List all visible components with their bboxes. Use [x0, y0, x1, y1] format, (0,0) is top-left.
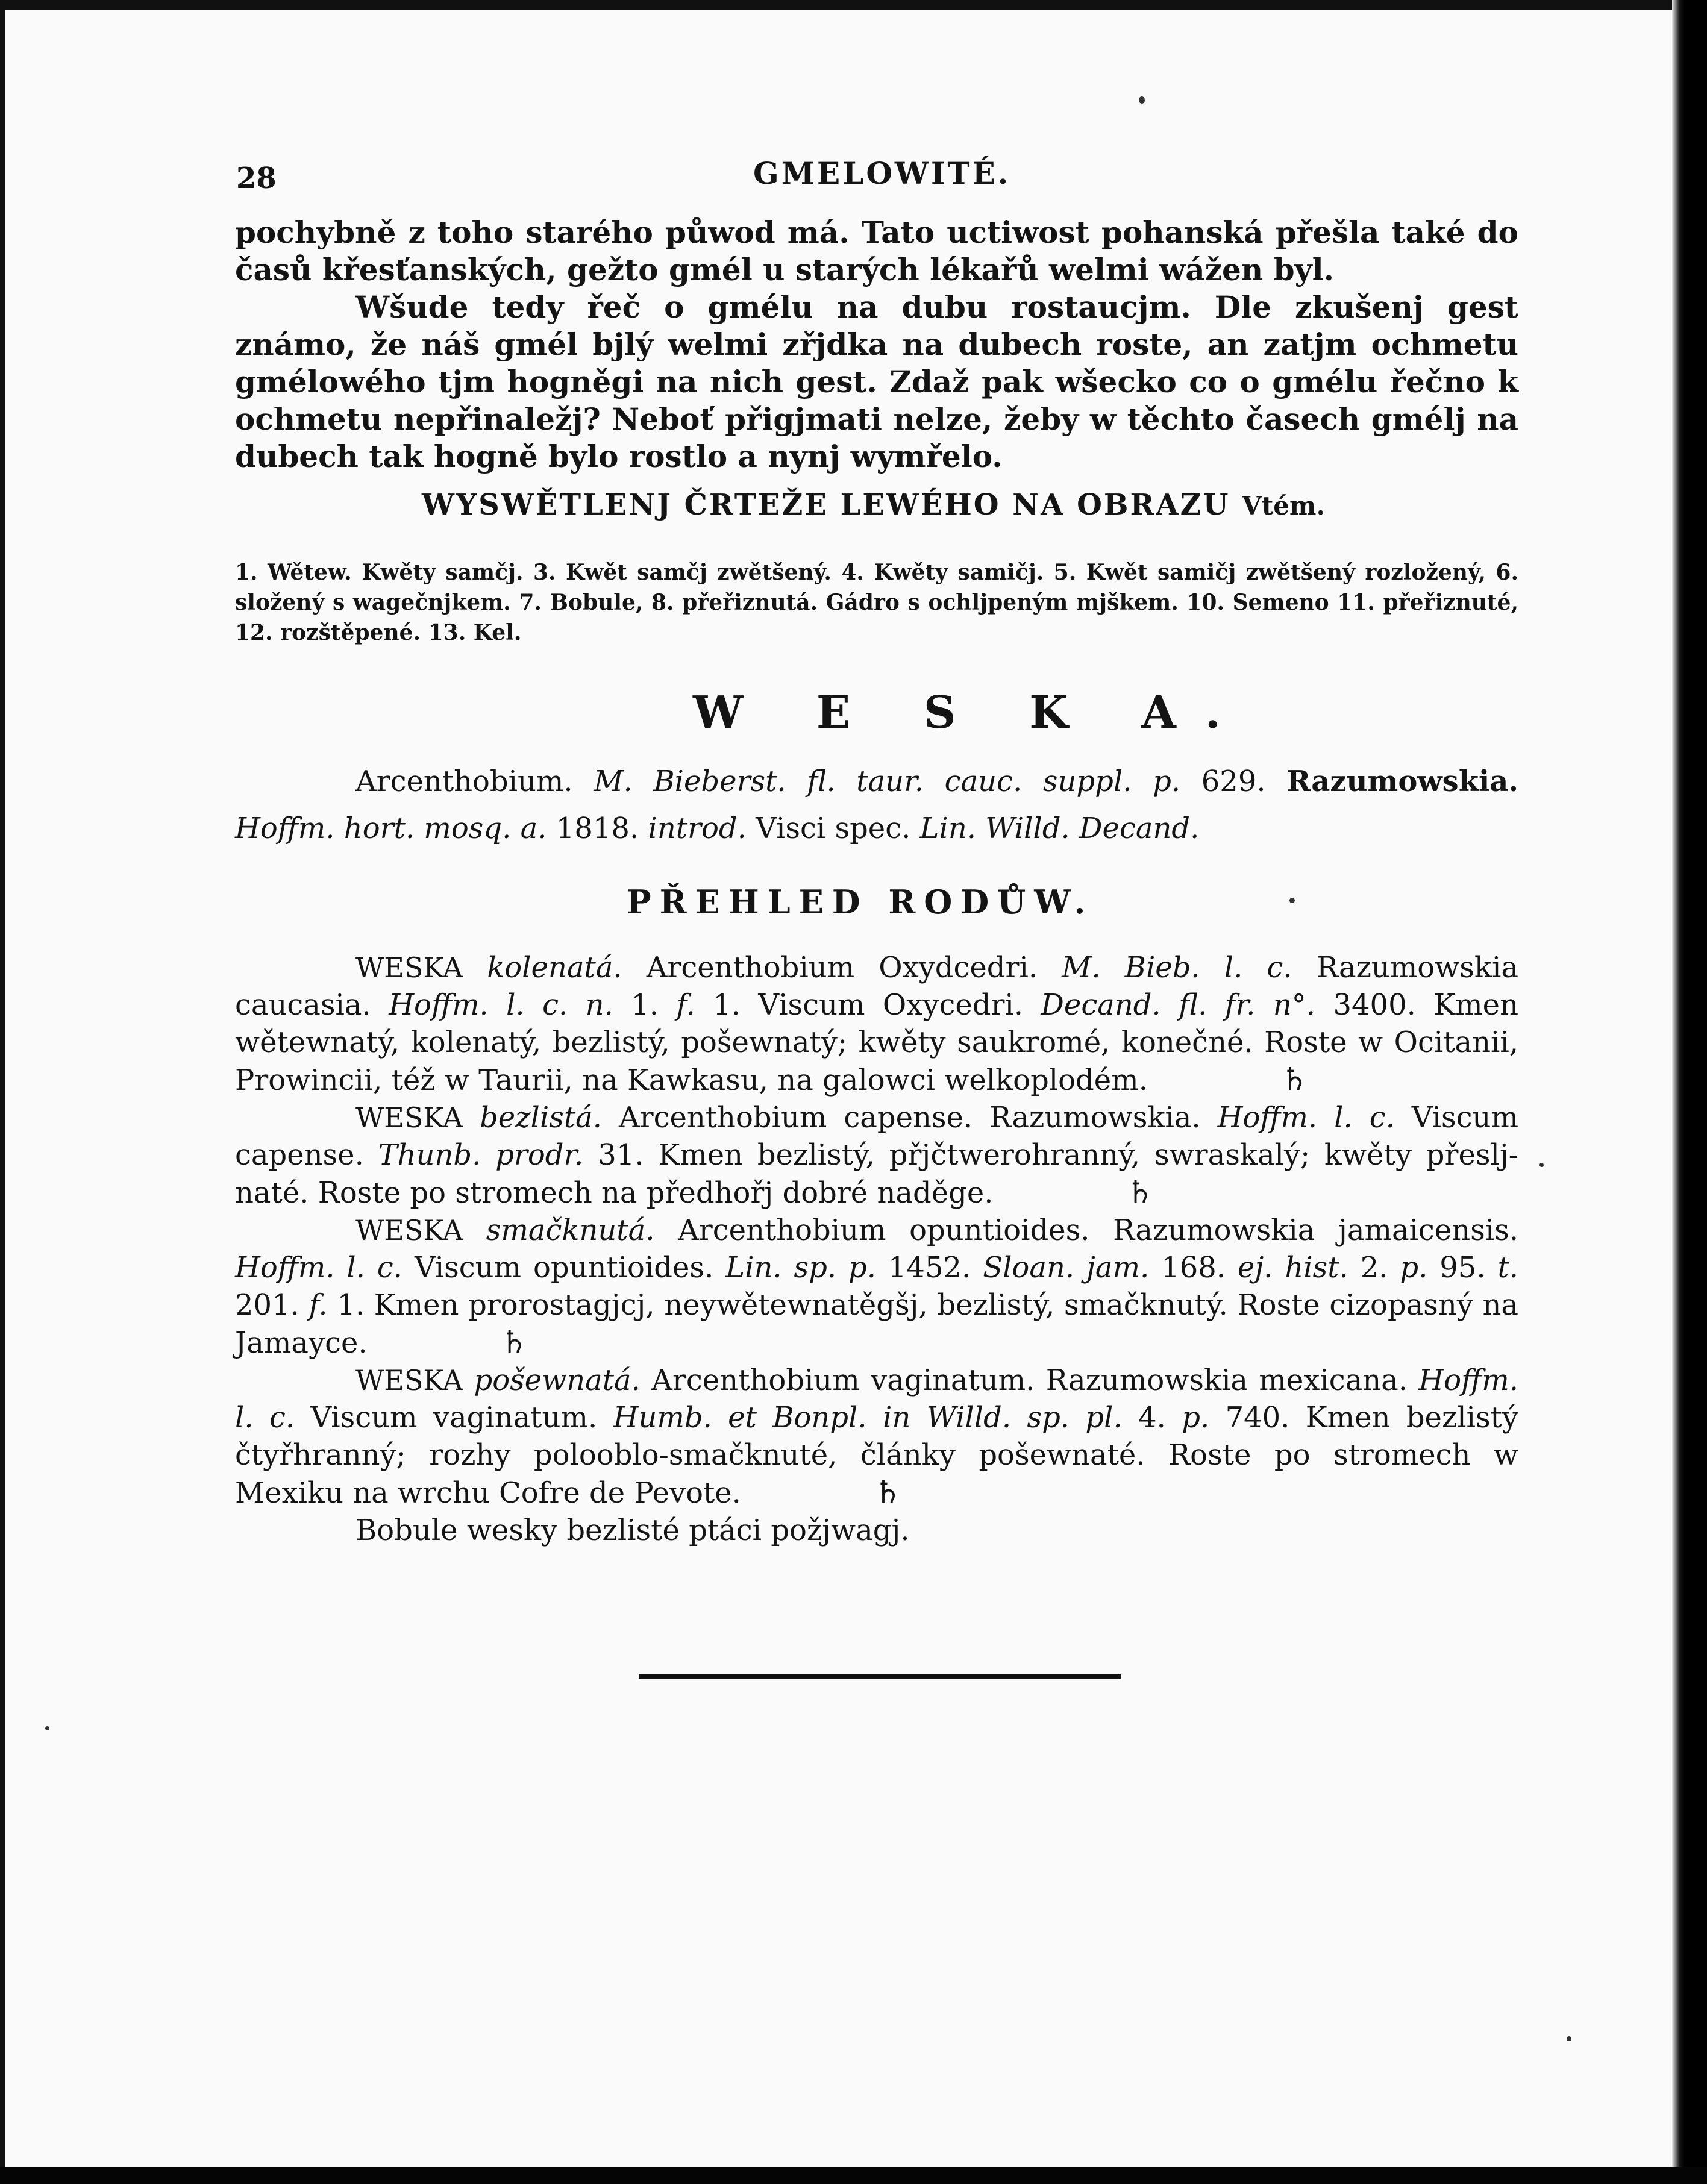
reference-3: introd.: [648, 812, 747, 845]
intro-paragraph-2: Wšude tedy řeč o gmélu na dubu rostaucjm. Dle zkušenj gest známo, že náš gmél bjlý welmi zřjdka na dubech roste, an zatjm ochmetu gmélowého tjm hogněgi na nich gest. Zdaž pak wšecko co o gmélu řečno k ochmetu nepřinaležj? Neboť přigjmati nelze, žeby w těchto časech gmélj na dubech tak hogně bylo rostlo a nynj wymřelo.: [235, 289, 1518, 474]
species-reference: Hoffm. l. c. n.: [389, 988, 613, 1022]
reference-4: Lin. Willd. Decand.: [919, 812, 1200, 845]
end-rule: [639, 1674, 1121, 1679]
scan-speck: [1289, 898, 1295, 903]
species-text: 4.: [1138, 1401, 1166, 1435]
saturn-symbol-icon: ♄: [500, 1324, 528, 1360]
species-reference: Hoffm. l. c.: [235, 1363, 1518, 1435]
species-text: Viscum opuntioides.: [414, 1251, 714, 1284]
species-entry: [235, 1212, 1518, 1362]
ref-number-1: 629.: [1201, 765, 1266, 798]
species-text: 3400. Kmen wětewnatý, kolenatý, bezlistý, pošewnatý; kwěty saukromé, konečné. Roste w Ocitanii, Prowincii, též w Taurii, na Kawkasu, na galowci welkoplodém.: [235, 988, 1518, 1097]
scan-speck: [45, 1726, 49, 1730]
species-text: 1.: [631, 988, 659, 1022]
synonyms-paragraph: [235, 758, 1518, 852]
species-name: WESKA: [355, 951, 463, 984]
closing-sentence: Bobule wesky bezlisté ptáci požjwagj.: [355, 1513, 910, 1547]
species-reference: Decand. fl. fr. n°.: [1041, 988, 1316, 1022]
reference-1: M. Bieberst. fl. taur. cauc. suppl. p.: [594, 765, 1181, 798]
intro-text: [235, 214, 1518, 475]
species-text: Arcenthobium opuntioides. Razumowskia jamaicensis.: [678, 1213, 1519, 1247]
species-reference: p.: [1400, 1251, 1428, 1284]
species-name: WESKA: [355, 1364, 463, 1397]
synonym-2: Razumowskia.: [1286, 765, 1518, 798]
scan-speck: [1139, 96, 1145, 104]
species-entry: [235, 1362, 1518, 1512]
species-text: Arcenthobium Oxydcedri.: [646, 951, 1038, 984]
species-text: Viscum vaginatum.: [310, 1401, 598, 1435]
genus-synonyms: [235, 758, 1518, 852]
species-reference: f.: [309, 1288, 328, 1322]
figure-caption-title-text: WYSWĚTLENJ ČRTEŽE LEWÉHO NA OBRAZU: [422, 488, 1230, 522]
scan-edge-right: [1672, 0, 1707, 2184]
species-name: WESKA: [355, 1101, 463, 1134]
species-text: Arcenthobium capense. Razumowskia.: [618, 1101, 1201, 1134]
species-epithet: pošewnatá.: [474, 1363, 641, 1397]
species-text: Viscum capense.: [235, 1101, 1518, 1172]
scan-speck: [1539, 1163, 1544, 1167]
synonym-3: Visci spec.: [756, 812, 911, 845]
saturn-symbol-icon: ♄: [1126, 1174, 1154, 1210]
species-text: 1. Viscum Oxycedri.: [713, 988, 1024, 1022]
page-number: 28: [236, 161, 277, 195]
overview-heading: PŘEHLED RODŮW.: [627, 883, 1094, 921]
species-reference: t.: [1497, 1251, 1519, 1284]
species-epithet: smačknutá.: [486, 1213, 655, 1247]
species-reference: Hoffm. l. c.: [1217, 1101, 1395, 1134]
species-reference: f.: [676, 988, 695, 1022]
species-reference: Hoffm. l. c.: [235, 1251, 403, 1284]
species-text: 740. Kmen bezlistý čtyřhranný; rozhy polooblo-smačknuté, články pošewnaté. Roste po stromech w Mexiku na wrchu Cofre de Pevote.: [235, 1401, 1518, 1510]
running-title: GMELOWITÉ.: [753, 155, 1011, 191]
species-text: 2.: [1360, 1251, 1388, 1284]
species-text: Razumowskia caucasia.: [235, 951, 1518, 1022]
species-text: 168.: [1161, 1251, 1226, 1284]
species-text: 1. Kmen prorostagjcj, neywětewnatěgšj, bezlistý, smačknutý. Roste cizopasný na Jamayce.: [235, 1288, 1518, 1360]
species-epithet: bezlistá.: [480, 1101, 602, 1134]
genus-heading: W E S K A.: [693, 687, 1250, 739]
species-reference: M. Bieb. l. c.: [1062, 951, 1292, 984]
species-text: 31. Kmen bezlistý, přjčtwerohranný, swraskalý; kwěty přeslj-naté. Roste po stromech na předhořj dobré naděge.: [235, 1138, 1518, 1210]
saturn-symbol-icon: ♄: [1280, 1061, 1309, 1098]
figure-caption-title: [422, 488, 1325, 522]
species-reference: Lin. sp. p.: [725, 1251, 876, 1284]
species-list: [235, 949, 1518, 1549]
species-name: WESKA: [355, 1214, 463, 1247]
figure-caption: [235, 557, 1518, 648]
scan-speck: [1567, 2036, 1571, 2041]
species-reference: ej. hist.: [1237, 1251, 1348, 1284]
species-text: 201.: [235, 1288, 299, 1322]
species-reference: p.: [1182, 1401, 1210, 1435]
species-reference: Thunb. prodr.: [378, 1138, 584, 1172]
saturn-symbol-icon: ♄: [873, 1474, 902, 1510]
scan-edge-bottom: [0, 2167, 1707, 2184]
figure-caption-title-suffix: Vtém.: [1242, 491, 1326, 521]
species-text: 1452.: [888, 1251, 971, 1284]
species-entry: [235, 949, 1518, 1099]
figure-caption-text: 1. Wětew. Kwěty samčj. 3. Kwět samčj zwětšený. 4. Kwěty samičj. 5. Kwět samičj zwětšený rozložený, 6. složený s wagečnjkem. 7. Bobule, 8. přeřiznutá. Gádro s ochljpeným mjškem. 10. Semeno 11. přeřiznuté, 12. rozštěpené. 13. Kel.: [235, 560, 1518, 645]
synonym-1: Arcenthobium.: [355, 765, 573, 798]
species-epithet: kolenatá.: [487, 951, 622, 984]
reference-2: Hoffm. hort. mosq. a.: [235, 812, 547, 845]
intro-paragraph-1: pochybně z toho starého půwod má. Tato uctiwost pohanská přešla také do časů křesťanských, gežto gmél u starých lékařů welmi wážen byl.: [235, 214, 1518, 287]
species-entry: [235, 1099, 1518, 1212]
species-reference: Humb. et Bonpl. in Willd. sp. pl.: [613, 1401, 1123, 1435]
ref-number-2: 1818.: [556, 812, 639, 845]
species-text: Arcenthobium vaginatum. Razumowskia mexicana.: [651, 1363, 1408, 1397]
species-text: 95.: [1439, 1251, 1486, 1284]
species-reference: Sloan. jam.: [983, 1251, 1150, 1284]
